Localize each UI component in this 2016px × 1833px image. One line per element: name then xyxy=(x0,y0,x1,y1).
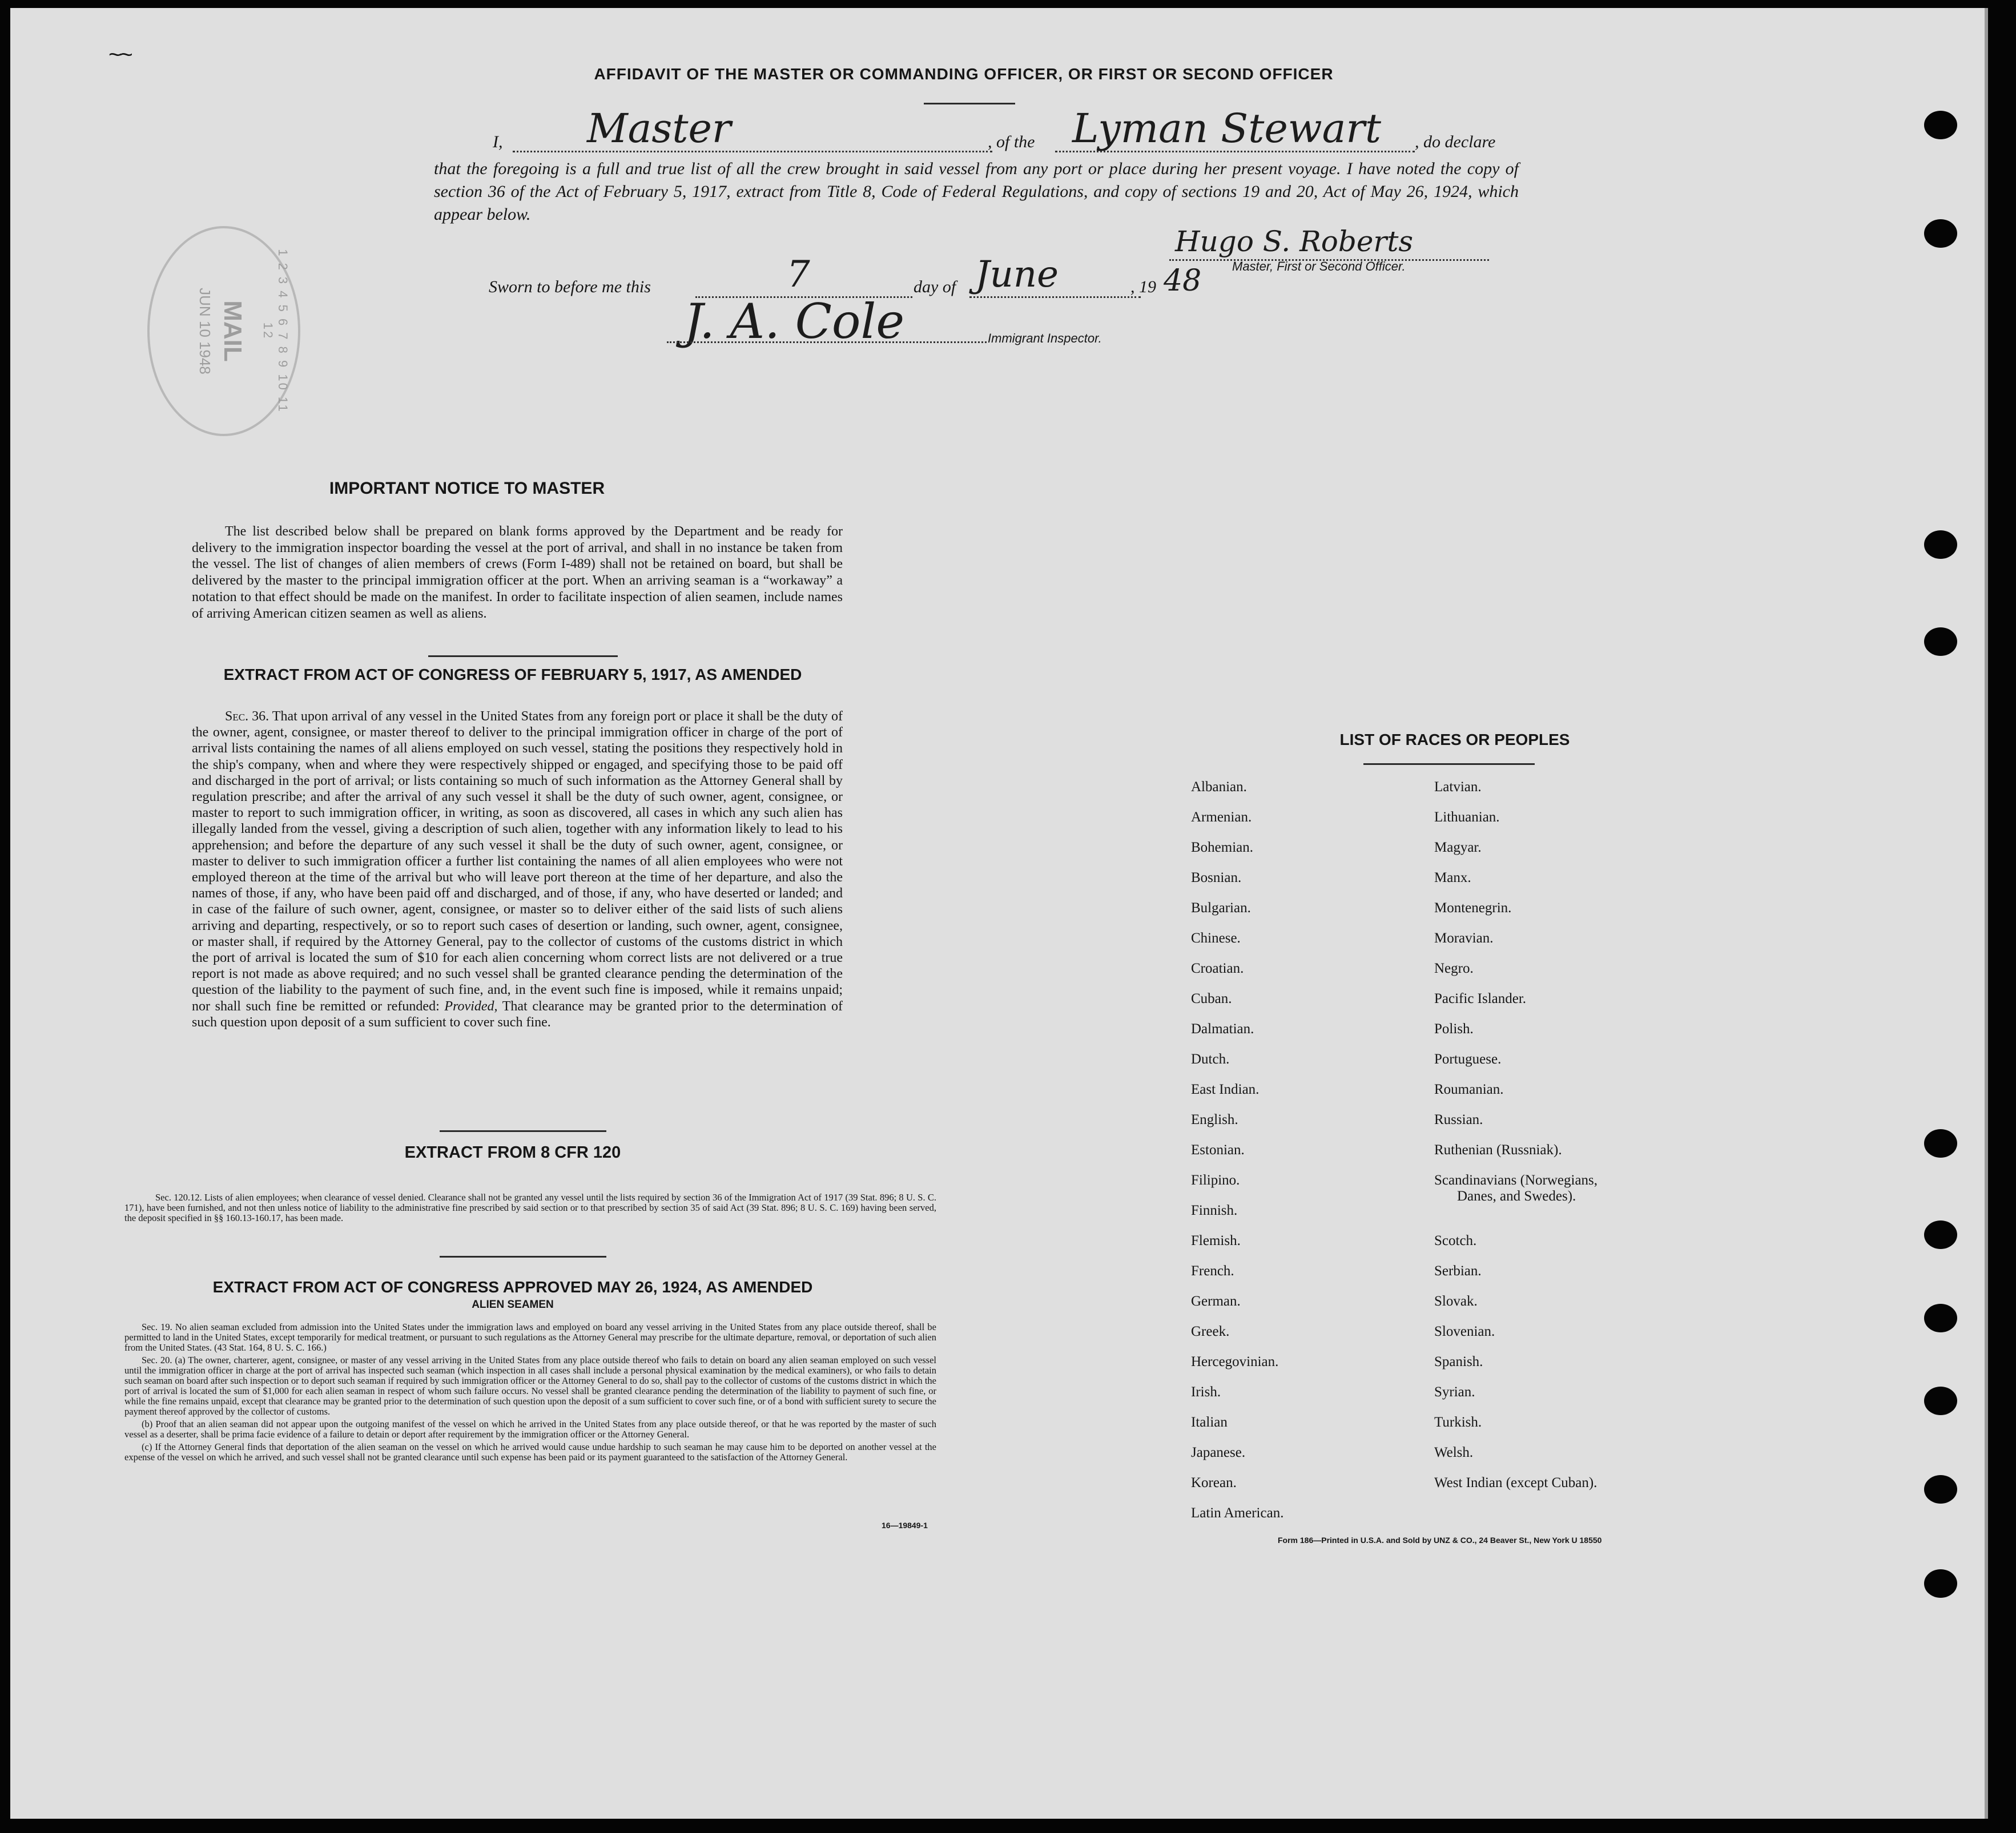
race-right-3: Manx. xyxy=(1434,870,1471,885)
hw-master-signature: Hugo S. Roberts xyxy=(1175,225,1414,258)
race-right-17: Slovak. xyxy=(1434,1294,1478,1309)
race-right-4: Montenegrin. xyxy=(1434,900,1512,916)
of-the-label: , of the xyxy=(988,132,1035,151)
document-page xyxy=(10,8,1988,1819)
punch-hole xyxy=(1924,530,1957,559)
race-left-11: English. xyxy=(1191,1112,1238,1127)
punch-hole xyxy=(1924,627,1957,656)
punch-hole xyxy=(1924,1475,1957,1504)
race-right-9: Portuguese. xyxy=(1434,1052,1502,1067)
punch-hole xyxy=(1924,1569,1957,1598)
sec36-text: That upon arrival of any vessel in the United States from any foreign port or place it shall be the duty of the owner, agent, consignee, or master thereof to deliver to the principal immigration officer in charge of the port of arrival lists containing the names of all aliens employed on such vessel, stating the positions they respectively hold in the ship's company, when and where they were respectively shipped or engaged, and specifying those to be paid off and discharged in the port of arrival; or lists containing so much of such information as the Attorney General shall by regulation prescribe; and after the arrival of any such vessel it shall be the duty of such owner, agent, consignee, or master to report to such immigration officer, in writing, as soon as discovered, all cases in which any such alien has illegally landed from the vessel, giving a description of such alien, together with any information likely to lead to his apprehension; and before the departure of any such vessel it shall be the duty of such owner, agent, consignee, or master to deliver to such immigration officer a further list containing the names of all alien employees who were not employed thereon at the time of the arrival but who will leave port thereon at the time of her departure, and also the names of those, if any, who have been paid off and discharged, and of those, if any, who have deserted or landed; and in case of the failure of such owner, agent, consignee, or master so to deliver either of the said lists of such aliens arriving and departing, respectively, or so to report such cases of desertion or landing, such owner, agent, consignee, or master shall, if required by the Attorney General, pay to the collector of customs of the customs district in which the port of arrival is located the sum of $10 for each alien concerning whom correct lists are not delivered or a true report is not made as above required; and no such vessel shall be granted clearance pending the determination of the question of the liability to the payment of such fine, and, in the event such fine is imposed, while it remains unpaid; nor shall such fine be remitted or refunded: xyxy=(192,709,843,1014)
notice-title: IMPORTANT NOTICE TO MASTER xyxy=(329,479,605,498)
affidavit-body: that the foregoing is a full and true list of all the crew brought in said vessel from any port or place during her present voyage. I have noted the copy of section 36 of the Act of February 5, 1917, extract from Title 8, Code of Federal Regulations, and copy of sections 19 and 20, Act of May 26, 1924, which appear below. xyxy=(434,159,1519,224)
race-left-8: Dalmatian. xyxy=(1191,1021,1254,1037)
race-left-3: Bosnian. xyxy=(1191,870,1242,885)
race-left-15: Flemish. xyxy=(1191,1233,1241,1248)
race-right-5: Moravian. xyxy=(1434,930,1494,946)
hw-year: 48 xyxy=(1164,264,1202,298)
race-right-10: Roumanian. xyxy=(1434,1082,1504,1097)
declare-label: , do declare xyxy=(1415,132,1496,151)
sec20b-text: (b) Proof that an alien seaman did not appear upon the outgoing manifest of the vessel on which he arrived in the United States from any place outside thereof, or that he was reported by the master of such vessel as a deserter, shall be prima facie evidence of a failure to detain or deport after requirement by the immigration officer or the Attorney General. xyxy=(124,1419,936,1440)
race-left-24: Latin American. xyxy=(1191,1505,1284,1521)
race-right-7: Pacific Islander. xyxy=(1434,991,1527,1006)
race-right-2: Magyar. xyxy=(1434,840,1482,855)
race-left-1: Armenian. xyxy=(1191,809,1252,825)
hw-officer: Master xyxy=(587,105,731,152)
extract-1924-title: EXTRACT FROM ACT OF CONGRESS APPROVED MAY 26, 1924, AS AMENDED xyxy=(212,1278,813,1296)
inspector-line xyxy=(667,341,987,343)
provided-text: That clearance may be granted prior to the determination of such question upon deposit of a sum sufficient to cover such fine. xyxy=(192,998,843,1030)
stamp-ring: 1 2 3 4 5 6 7 8 9 10 11 12 xyxy=(261,249,290,413)
race-left-9: Dutch. xyxy=(1191,1052,1230,1067)
race-right-19: Spanish. xyxy=(1434,1354,1483,1369)
rule-after-notice xyxy=(428,655,618,657)
race-right-13: Scandinavians (Norwegians, xyxy=(1434,1173,1598,1188)
master-caption: Master, First or Second Officer. xyxy=(1232,259,1406,273)
i-label: I, xyxy=(493,132,503,151)
race-left-13: Filipino. xyxy=(1191,1173,1240,1188)
race-left-0: Albanian. xyxy=(1191,779,1247,795)
race-right-18: Slovenian. xyxy=(1434,1324,1495,1339)
title-rule xyxy=(924,103,1015,104)
sworn-label: Sworn to before me this xyxy=(489,277,651,296)
race-left-12: Estonian. xyxy=(1191,1142,1245,1158)
race-left-2: Bohemian. xyxy=(1191,840,1254,855)
sec20c-text: (c) If the Attorney General finds that deportation of the alien seaman on the vessel on which he arrived would cause undue hardship to such seaman he may cause him to be deported on another vessel at the expense of the vessel on which he arrived, and such vessel shall not be granted clearance until such expense has been paid or its payment guaranteed to the satisfaction of the Attorney General. xyxy=(124,1441,936,1463)
stamp-line2: JUN 10 1948 xyxy=(196,288,214,374)
hw-inspector-signature: J. A. Cole xyxy=(684,293,905,349)
races-title: LIST OF RACES OR PEOPLES xyxy=(1339,731,1570,748)
race-left-19: Hercegovinian. xyxy=(1191,1354,1279,1369)
hw-month: June xyxy=(975,253,1059,296)
race-right-23: West Indian (except Cuban). xyxy=(1434,1475,1597,1490)
postal-stamp xyxy=(147,226,300,436)
race-right-15: Scotch. xyxy=(1434,1233,1477,1248)
race-left-14: Finnish. xyxy=(1191,1203,1238,1218)
extract-1917-title: EXTRACT FROM ACT OF CONGRESS OF FEBRUARY 5, 1917, AS AMENDED xyxy=(223,666,802,683)
printer-footer: Form 186—Printed in U.S.A. and Sold by UNZ & CO., 24 Beaver St., New York U 18550 xyxy=(1278,1536,1602,1545)
race-left-16: French. xyxy=(1191,1263,1234,1279)
races-rule xyxy=(1363,763,1535,765)
race-left-10: East Indian. xyxy=(1191,1082,1260,1097)
race-left-17: German. xyxy=(1191,1294,1241,1309)
inspector-caption: Immigrant Inspector. xyxy=(988,331,1102,345)
race-left-22: Japanese. xyxy=(1191,1445,1246,1460)
punch-hole xyxy=(1924,1387,1957,1415)
race-left-6: Croatian. xyxy=(1191,961,1244,976)
race-right-14: Danes, and Swedes). xyxy=(1457,1189,1576,1204)
stamp-line1: MAIL xyxy=(219,300,247,362)
rule-after-1917 xyxy=(440,1130,606,1132)
extract-1924-body xyxy=(124,1322,936,1465)
punch-hole xyxy=(1924,1220,1957,1249)
race-right-20: Syrian. xyxy=(1434,1384,1475,1400)
extract-1924-subtitle: ALIEN SEAMEN xyxy=(472,1299,554,1311)
race-right-12: Ruthenian (Russniak). xyxy=(1434,1142,1562,1158)
race-right-21: Turkish. xyxy=(1434,1415,1482,1430)
form-code: 16—19849-1 xyxy=(882,1521,928,1530)
sec19-text: Sec. 19. No alien seaman excluded from admission into the United States under the immigration laws and employed on board any vessel arriving in the United States from any place outside thereof, shall be permitted to land in the United States, except temporarily for medical treatment, or pursuant to such regulations as the Attorney General may prescribe for the ultimate departure, removal, or deportation of such alien from the United States. (43 Stat. 164, 8 U. S. C. 166.) xyxy=(124,1322,936,1353)
officer-line xyxy=(513,151,992,152)
rule-after-cfr xyxy=(440,1256,606,1258)
day-of-label: day of xyxy=(914,277,956,296)
race-right-11: Russian. xyxy=(1434,1112,1483,1127)
race-right-1: Lithuanian. xyxy=(1434,809,1500,825)
hw-day: 7 xyxy=(787,253,810,296)
month-line xyxy=(969,296,1141,298)
race-right-22: Welsh. xyxy=(1434,1445,1474,1460)
cfr-title: EXTRACT FROM 8 CFR 120 xyxy=(404,1143,621,1162)
race-left-7: Cuban. xyxy=(1191,991,1232,1006)
race-right-8: Polish. xyxy=(1434,1021,1474,1037)
corner-mark: ~~ xyxy=(108,42,131,67)
race-left-20: Irish. xyxy=(1191,1384,1221,1400)
punch-hole xyxy=(1924,219,1957,248)
extract-1917-body xyxy=(192,708,843,1030)
affidavit-title: AFFIDAVIT OF THE MASTER OR COMMANDING OFFICER, OR FIRST OR SECOND OFFICER xyxy=(594,65,1334,83)
punch-hole xyxy=(1924,1304,1957,1332)
race-right-6: Negro. xyxy=(1434,961,1474,976)
race-left-4: Bulgarian. xyxy=(1191,900,1251,916)
sec36-label: Sec. 36. xyxy=(225,709,269,724)
race-left-5: Chinese. xyxy=(1191,930,1241,946)
provided-label: Provided, xyxy=(444,998,498,1014)
punch-hole xyxy=(1924,1129,1957,1158)
race-right-16: Serbian. xyxy=(1434,1263,1482,1279)
hw-vessel: Lyman Stewart xyxy=(1072,105,1381,152)
race-left-21: Italian xyxy=(1191,1415,1228,1430)
race-right-0: Latvian. xyxy=(1434,779,1482,795)
sec20a-text: Sec. 20. (a) The owner, charterer, agent, consignee, or master of any vessel arriving in the United States from any place outside thereof who fails to detain on board any alien seaman employed on such vessel until the immigration officer in charge at the port of arrival has inspected such seaman (which inspection in all cases shall include a personal physical examination by the medical examiners), or who fails to detain such seaman on board after such inspection or to deport such seaman if required by such immigration officer or the Attorney General to do so, shall pay to the collector of customs of the customs district in which the port of arrival is located the sum of $1,000 for each alien seaman in respect of whom such failure occurs. No vessel shall be granted clearance pending the determination of the liability to payment of such fine, or while the fine remains unpaid, except that clearance may be granted prior to the determination of such question upon the deposit of a sum sufficient to cover such fine, or of a bond with sufficient surety to secure the payment thereof approved by the collector of customs. xyxy=(124,1355,936,1417)
notice-body: The list described below shall be prepared on blank forms approved by the Department and be ready for delivery to the immigration inspector boarding the vessel at the port of arrival, and shall in no instance be taken from the vessel. The list of changes of alien members of crews (Form I-489) shall not be retained on board, but shall be delivered by the master to the principal immigration officer at the port. When an arriving seaman is a “workaway” a notation to that effect should be made on the manifest. In order to facilitate inspection of alien seamen, include names of arriving American citizen seamen as well as aliens. xyxy=(192,524,843,621)
punch-hole xyxy=(1924,111,1957,139)
year-prefix: , 19 xyxy=(1130,277,1156,296)
cfr-body: Sec. 120.12. Lists of alien employees; when clearance of vessel denied. Clearance shall not be granted any vessel until the lists required by section 36 of the Immigration Act of 1917 (39 Stat. 896; 8 U. S. C. 171), have been furnished, and not then unless notice of liability to the administrative fine prescribed by said section or to that prescribed by section 35 of said Act (39 Stat. 896; 8 U. S. C. 169) having been served, the deposit specified in §§ 160.13-160.17, has been made. xyxy=(124,1192,936,1223)
race-left-18: Greek. xyxy=(1191,1324,1230,1339)
race-left-23: Korean. xyxy=(1191,1475,1237,1490)
